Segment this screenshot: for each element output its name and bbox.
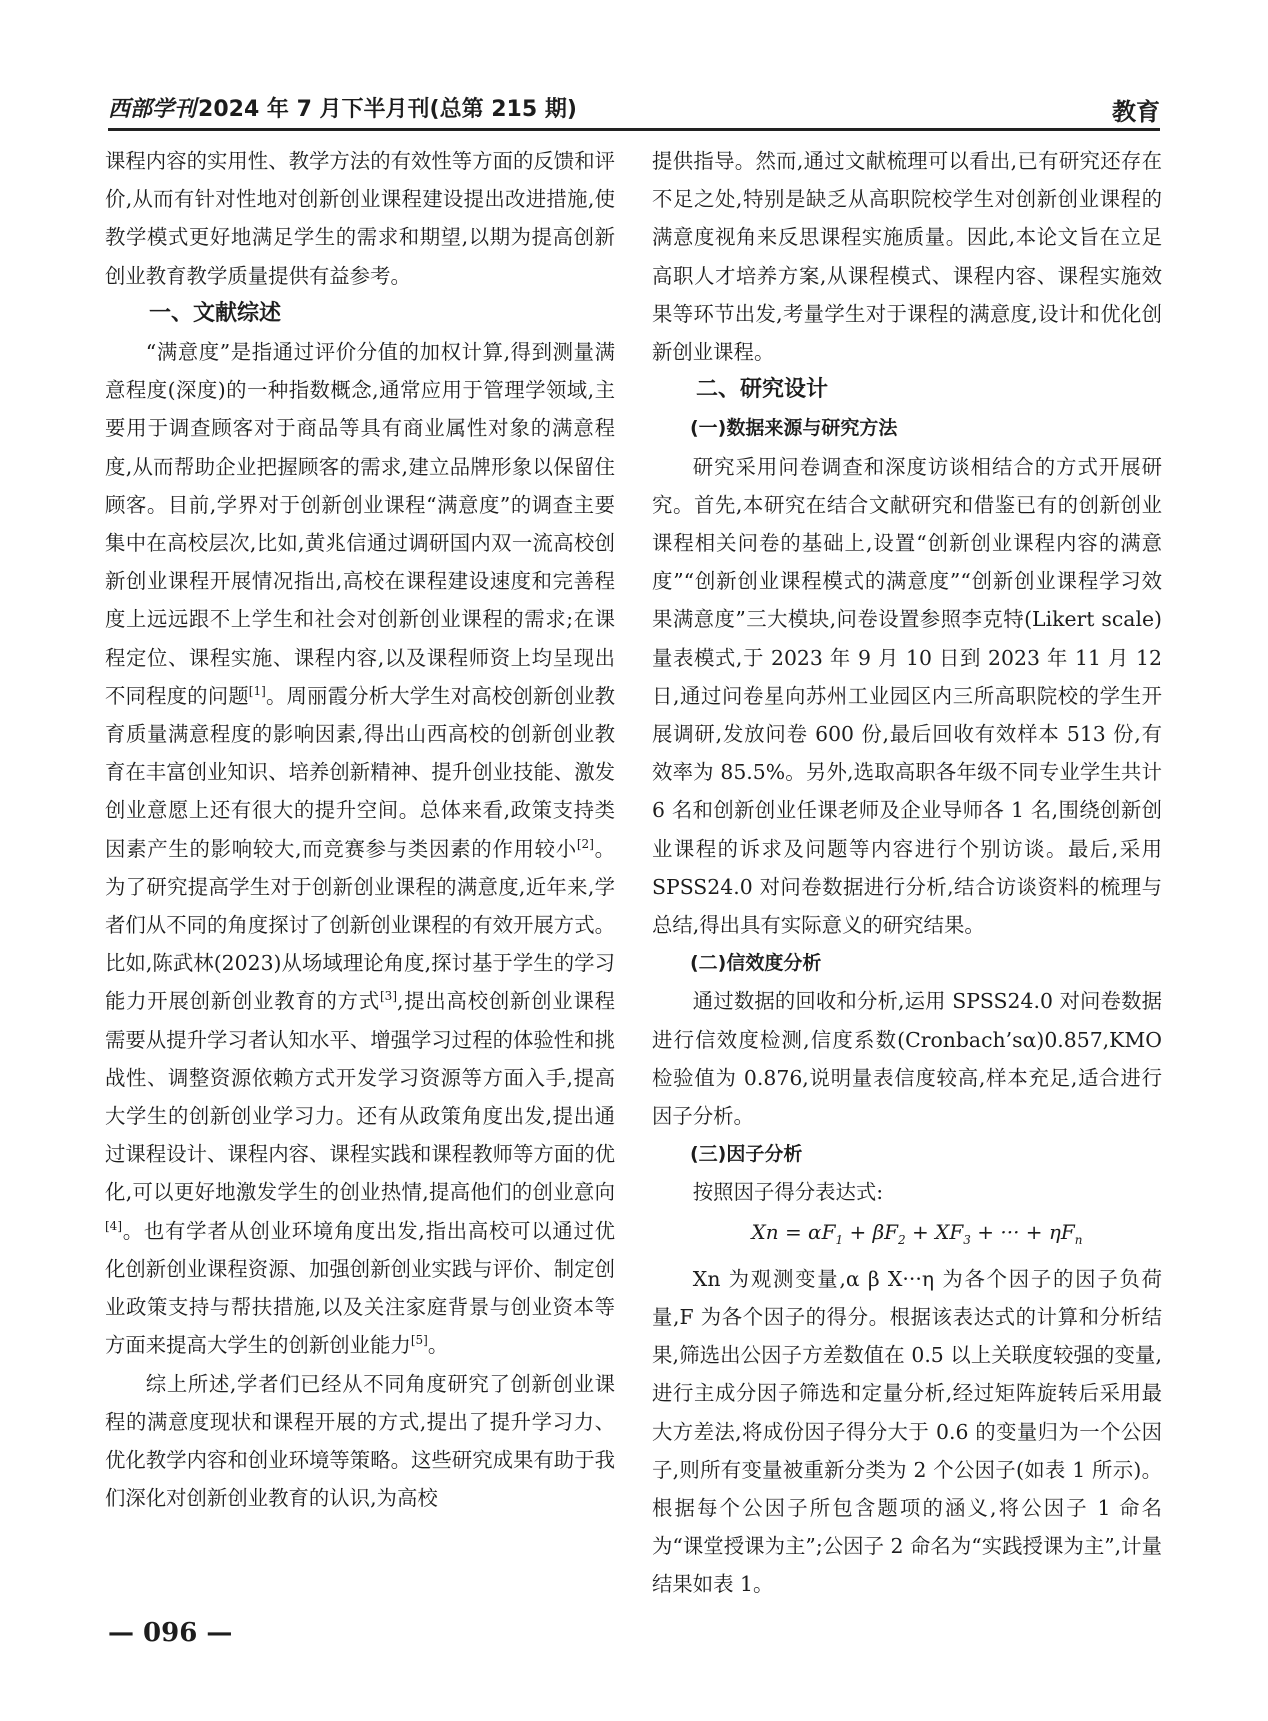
paragraph: Xn 为观测变量,α β X···η 为各个因子的因子负荷量,F 为各个因子的得分。根据该表达式的计算和分析结果,筛选出公因子方差数值在 0.5 以上关联度较强的变量,进行主成分因子筛选和定量分析,经过矩阵旋转后采用最大方差法,将成份因子得分大于 0.6 的变量归为一个公因子,则所有变量被重新分类为 2 个公因子(如表 1 所示)。根据每个公因子所包含题项的涵义,将公因子 1 命名为“课堂授课为主”;公因子 2 命名为“实践授课为主”,计量结果如表 1。 [652, 1266, 1162, 1597]
paragraph: 提供指导。然而,通过文献梳理可以看出,已有研究还存在不足之处,特别是缺乏从高职院校学生对创新创业课程的满意度视角来反思课程实施质量。因此,本论文旨在立足高职人才培养方案,从课程模式、课程内容、课程实施效果等环节出发,考量学生对于课程的满意度,设计和优化创新创业课程。 [652, 149, 1162, 365]
paragraph: “满意度”是指通过评价分值的加权计算,得到测量满意程度(深度)的一种指数概念,通常应用于管理学领域,主要用于调查顾客对于商品等具有商业属性对象的满意程度,从而帮助企业把握顾客的需求,建立品牌形象以保留住顾客。目前,学界对于创新创业课程“满意度”的调查主要集中在高校层次,比如,黄兆信通过调研国内双一流高校创新创业课程开展情况指出,高校在课程建设速度和完善程度上远远跟不上学生和社会对创新创业课程的需求;在课程定位、课程实施、课程内容,以及课程师资上均呈现出不同程度的问题[1]。周丽霞分析大学生对高校创新创业教育质量满意程度的影响因素,得出山西高校的创新创业教育在丰富创业知识、培养创新精神、提升创业技能、激发创业意愿上还有很大的提升空间。总体来看,政策支持类因素产生的影响较大,而竞赛参与类因素的作用较小[2]。为了研究提高学生对于创新创业课程的满意度,近年来,学者们从不同的角度探讨了创新创业课程的有效开展方式。比如,陈武林(2023)从场域理论角度,探讨基于学生的学习能力开展创新创业教育的方式[3],提出高校创新创业课程需要从提升学习者认知水平、增强学习过程的体验性和挑战性、调整资源依赖方式开发学习资源等方面入手,提高大学生的创新创业学习力。还有从政策角度出发,提出通过课程设计、课程内容、课程实践和课程教师等方面的优化,可以更好地激发学生的创业热情,提高他们的创业意向[4]。也有学者从创业环境角度出发,指出高校可以通过优化创新创业课程资源、加强创新创业实践与评价、制定创业政策支持与帮扶措施,以及关注家庭背景与创业资本等方面来提高大学生的创新创业能力[5]。 [105, 340, 616, 1358]
paragraph: 综上所述,学者们已经从不同角度研究了创新创业课程的满意度现状和课程开展的方式,提出了提升学习力、优化教学内容和创业环境等策略。这些研究成果有助于我们深化对创新创业教育的认识,为高校 [105, 1371, 615, 1511]
paragraph: 课程内容的实用性、教学方法的有效性等方面的反馈和评价,从而有针对性地对创新创业课程建设提出改进措施,使教学模式更好地满足学生的需求和期望,以期为提高创新创业教育教学质量提供有益参考。 [105, 149, 615, 288]
citation: [5] [410, 1333, 428, 1348]
subsection-heading: (一)数据来源与研究方法 [690, 417, 898, 440]
left-column [105, 142, 615, 1517]
subsection-heading: (三)因子分析 [690, 1143, 803, 1166]
journal-issue [108, 92, 577, 123]
citation: [4] [105, 1218, 122, 1233]
running-header [108, 88, 1160, 128]
formula: $Xn = \alpha F_1 + \beta F_2 + XF_3$ + ··· + $\eta F_n$ [751, 1219, 1083, 1247]
citation: [3] [380, 989, 397, 1004]
section-heading: 一、文献综述 [149, 300, 282, 326]
page-number: — 096 — [108, 1618, 233, 1648]
citation: [2] [576, 836, 594, 851]
journal-logo: 西部学刊 [108, 96, 197, 122]
issue-label: 2024 年 7 月下半月刊(总第 215 期) [198, 97, 577, 122]
header-rule [108, 128, 1160, 131]
citation: [1] [248, 683, 266, 698]
paragraph: 研究采用问卷调查和深度访谈相结合的方式开展研究。首先,本研究在结合文献研究和借鉴已有的创新创业课程相关问卷的基础上,设置“创新创业课程内容的满意度”“创新创业课程模式的满意度”“创新创业课程学习效果满意度”三大模块,问卷设置参照李克特(Likert scale)量表模式,于 2023 年 9 月 10 日到 2023 年 11 月 12 日,通过问卷星向苏州工业园区内三所高职院校的学生开展调研,发放问卷 600 份,最后回收有效样本 513 份,有效率为 85.5%。另外,选取高职各年级不同专业学生共计 6 名和创新创业任课老师及企业导师各 1 名,围绕创新创业课程的诉求及问题等内容进行个别访谈。最后,采用 SPSS24.0 对问卷数据进行分析,结合访谈资料的梳理与总结,得出具有实际意义的研究结果。 [652, 454, 1162, 938]
section-heading: 二、研究设计 [696, 377, 829, 403]
section-label: 教育 [1112, 98, 1160, 126]
paragraph: 通过数据的回收和分析,运用 SPSS24.0 对问卷数据进行信效度检测,信度系数(Cronbach’sα)0.857,KMO 检验值为 0.876,说明量表信度较高,样本充足,适合进行因子分析。 [652, 989, 1162, 1129]
paragraph: 按照因子得分表达式: [692, 1180, 884, 1205]
subsection-heading: (二)信效度分析 [690, 952, 822, 975]
right-column [652, 142, 1162, 1604]
